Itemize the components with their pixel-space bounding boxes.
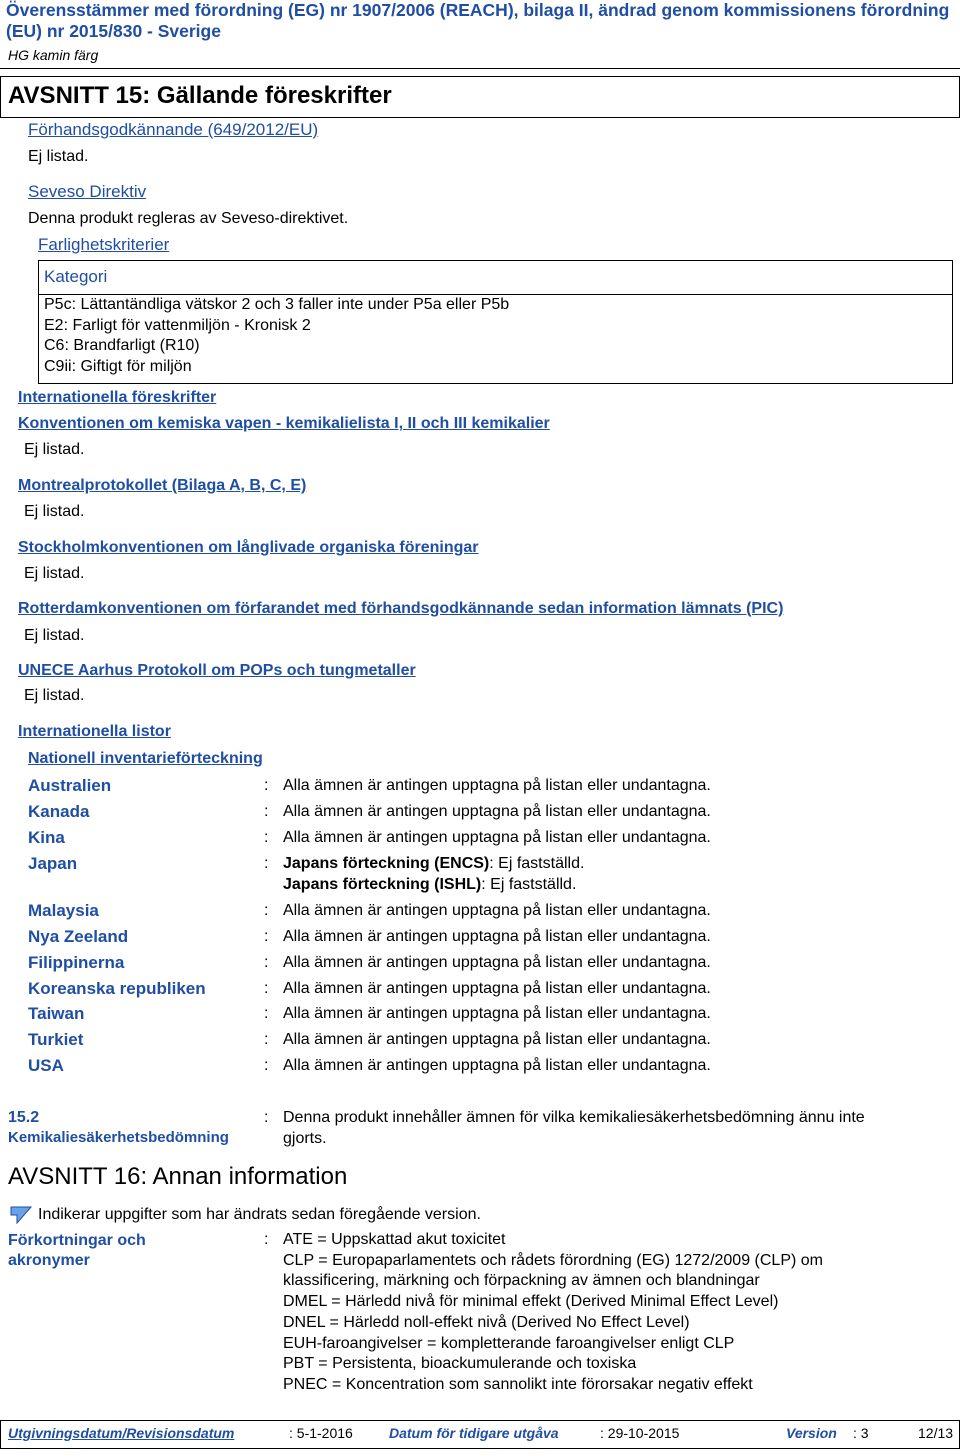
version-value: : 3 xyxy=(853,1425,869,1441)
regulation-value: Ej listad. xyxy=(24,687,85,704)
japan-ishl-line xyxy=(283,876,576,894)
abbreviations-label-line2: akronymer xyxy=(8,1252,90,1269)
abbreviation-line: DMEL = Härledd nivå för minimal effekt (Derived Minimal Effect Level) xyxy=(283,1293,779,1310)
hazard-criteria-heading[interactable]: Farlighetskriterier xyxy=(38,235,170,254)
colon-separator: : xyxy=(264,1109,269,1126)
chemical-safety-value-line2: gjorts. xyxy=(283,1130,327,1147)
hazard-category-row: E2: Farligt för vattenmiljön - Kronisk 2 xyxy=(44,317,311,334)
prior-consent-heading[interactable]: Förhandsgodkännande (649/2012/EU) xyxy=(28,120,319,139)
abbreviation-line: DNEL = Härledd noll-effekt nivå (Derived No Effect Level) xyxy=(283,1314,690,1331)
previous-date-label: Datum för tidigare utgåva xyxy=(389,1425,559,1441)
country-label: Kina xyxy=(28,828,65,847)
abbreviation-line: PNEC = Koncentration som sannolikt inte förorsakar negativ effekt xyxy=(283,1376,753,1393)
abbreviation-line: ATE = Uppskattad akut toxicitet xyxy=(283,1231,506,1248)
document-title-line1: Överensstämmer med förordning (EG) nr 1907/2006 (REACH), bilaga II, ändrad genom kommissionens förordning xyxy=(6,0,950,20)
regulation-heading[interactable]: Rotterdamkonventionen om förfarandet med förhandsgodkännande sedan information lämnats (PIC) xyxy=(18,600,784,617)
regulation-value: Ej listad. xyxy=(24,627,85,644)
colon-separator: : xyxy=(264,1057,269,1074)
document-title-line2: (EU) nr 2015/830 - Sverige xyxy=(6,21,221,41)
country-label: Japan xyxy=(28,854,78,873)
page-number: 12/13 xyxy=(918,1425,954,1441)
hazard-category-row: P5c: Lättantändliga vätskor 2 och 3 faller inte under P5a eller P5b xyxy=(44,296,510,313)
colon-separator: : xyxy=(264,1031,269,1048)
national-inventory-heading[interactable]: Nationell inventarieförteckning xyxy=(28,750,263,767)
country-label: Taiwan xyxy=(28,1004,85,1023)
regulation-heading[interactable]: Konventionen om kemiska vapen - kemikalielista I, II och III kemikalier xyxy=(18,415,550,432)
section-15-title: AVSNITT 15: Gällande föreskrifter xyxy=(8,82,392,109)
colon-separator: : xyxy=(264,954,269,971)
regulation-value: Ej listad. xyxy=(24,441,85,458)
abbreviation-line: CLP = Europaparlamentets och rådets förordning (EG) 1272/2009 (CLP) om xyxy=(283,1252,823,1269)
country-value: Alla ämnen är antingen upptagna på listan eller undantagna. xyxy=(283,1031,711,1048)
abbreviation-line: klassificering, märkning och förpackning av ämnen och blandningar xyxy=(283,1272,760,1289)
colon-separator: : xyxy=(264,928,269,945)
hazard-category-table-header: Kategori xyxy=(44,267,108,286)
seveso-value: Denna produkt regleras av Seveso-direktivet. xyxy=(28,210,349,227)
colon-separator: : xyxy=(264,1005,269,1022)
colon-separator: : xyxy=(264,980,269,997)
country-label: Malaysia xyxy=(28,901,99,920)
country-value: Alla ämnen är antingen upptagna på listan eller undantagna. xyxy=(283,954,711,971)
country-value: Alla ämnen är antingen upptagna på listan eller undantagna. xyxy=(283,777,711,794)
country-label: USA xyxy=(28,1056,64,1075)
regulation-heading[interactable]: Stockholmkonventionen om långlivade organiska föreningar xyxy=(18,539,479,556)
changed-note: Indikerar uppgifter som har ändrats sedan föregående version. xyxy=(38,1206,481,1223)
regulation-value: Ej listad. xyxy=(24,565,85,582)
japan-encs-label: Japans förteckning (ENCS) xyxy=(283,855,490,872)
hazard-category-table-header-rule xyxy=(38,294,952,295)
international-lists-heading[interactable]: Internationella listor xyxy=(18,723,171,740)
country-label: Kanada xyxy=(28,802,90,821)
hazard-category-row: C9ii: Giftigt för miljön xyxy=(44,358,192,375)
header-divider xyxy=(0,68,960,69)
japan-encs-value: : Ej fastställd. xyxy=(489,855,585,872)
country-label: Filippinerna xyxy=(28,953,125,972)
section-16-title: AVSNITT 16: Annan information xyxy=(8,1163,348,1190)
japan-ishl-label: Japans förteckning (ISHL) xyxy=(283,876,482,893)
document-title xyxy=(6,0,949,42)
colon-separator: : xyxy=(264,902,269,919)
international-regulations-heading[interactable]: Internationella föreskrifter xyxy=(18,389,217,406)
regulation-value: Ej listad. xyxy=(24,503,85,520)
country-value: Alla ämnen är antingen upptagna på listan eller undantagna. xyxy=(283,902,711,919)
country-value: Alla ämnen är antingen upptagna på listan eller undantagna. xyxy=(283,803,711,820)
country-label: Australien xyxy=(28,776,112,795)
country-value: Alla ämnen är antingen upptagna på listan eller undantagna. xyxy=(283,980,711,997)
issue-date-value: : 5-1-2016 xyxy=(289,1425,353,1441)
abbreviations-label-line1: Förkortningar och xyxy=(8,1232,146,1249)
country-value: Alla ämnen är antingen upptagna på listan eller undantagna. xyxy=(283,829,711,846)
prior-consent-value: Ej listad. xyxy=(28,148,89,165)
abbreviation-line: EUH-faroangivelser = kompletterande faroangivelser enligt CLP xyxy=(283,1335,735,1352)
colon-separator: : xyxy=(264,777,269,794)
colon-separator: : xyxy=(264,803,269,820)
section-15-2-label: Kemikaliesäkerhetsbedömning xyxy=(8,1129,229,1146)
hazard-category-row: C6: Brandfarligt (R10) xyxy=(44,337,200,354)
blue-triangle-flag-icon xyxy=(10,1206,32,1224)
japan-ishl-value: : Ej fastställd. xyxy=(481,876,577,893)
regulation-heading[interactable]: UNECE Aarhus Protokoll om POPs och tungmetaller xyxy=(18,662,416,679)
country-value: Alla ämnen är antingen upptagna på listan eller undantagna. xyxy=(283,928,711,945)
seveso-heading[interactable]: Seveso Direktiv xyxy=(28,182,147,201)
abbreviation-line: PBT = Persistenta, bioackumulerande och toxiska xyxy=(283,1355,637,1372)
colon-separator: : xyxy=(264,829,269,846)
section-15-2-number: 15.2 xyxy=(8,1109,40,1126)
japan-encs-line xyxy=(283,855,584,873)
colon-separator: : xyxy=(264,1231,269,1248)
country-label: Nya Zeeland xyxy=(28,927,129,946)
country-value: Alla ämnen är antingen upptagna på listan eller undantagna. xyxy=(283,1057,711,1074)
version-label: Version xyxy=(786,1425,837,1441)
colon-separator: : xyxy=(264,855,269,872)
regulation-heading[interactable]: Montrealprotokollet (Bilaga A, B, C, E) xyxy=(18,477,307,494)
country-value: Alla ämnen är antingen upptagna på listan eller undantagna. xyxy=(283,1005,711,1022)
previous-date-value: : 29-10-2015 xyxy=(600,1425,680,1441)
product-name: HG kamin färg xyxy=(8,47,99,63)
country-label: Koreanska republiken xyxy=(28,979,206,998)
chemical-safety-value-line1: Denna produkt innehåller ämnen för vilka kemikaliesäkerhetsbedömning ännu inte xyxy=(283,1109,865,1126)
country-label: Turkiet xyxy=(28,1030,84,1049)
issue-date-label: Utgivningsdatum/Revisionsdatum xyxy=(8,1425,235,1441)
